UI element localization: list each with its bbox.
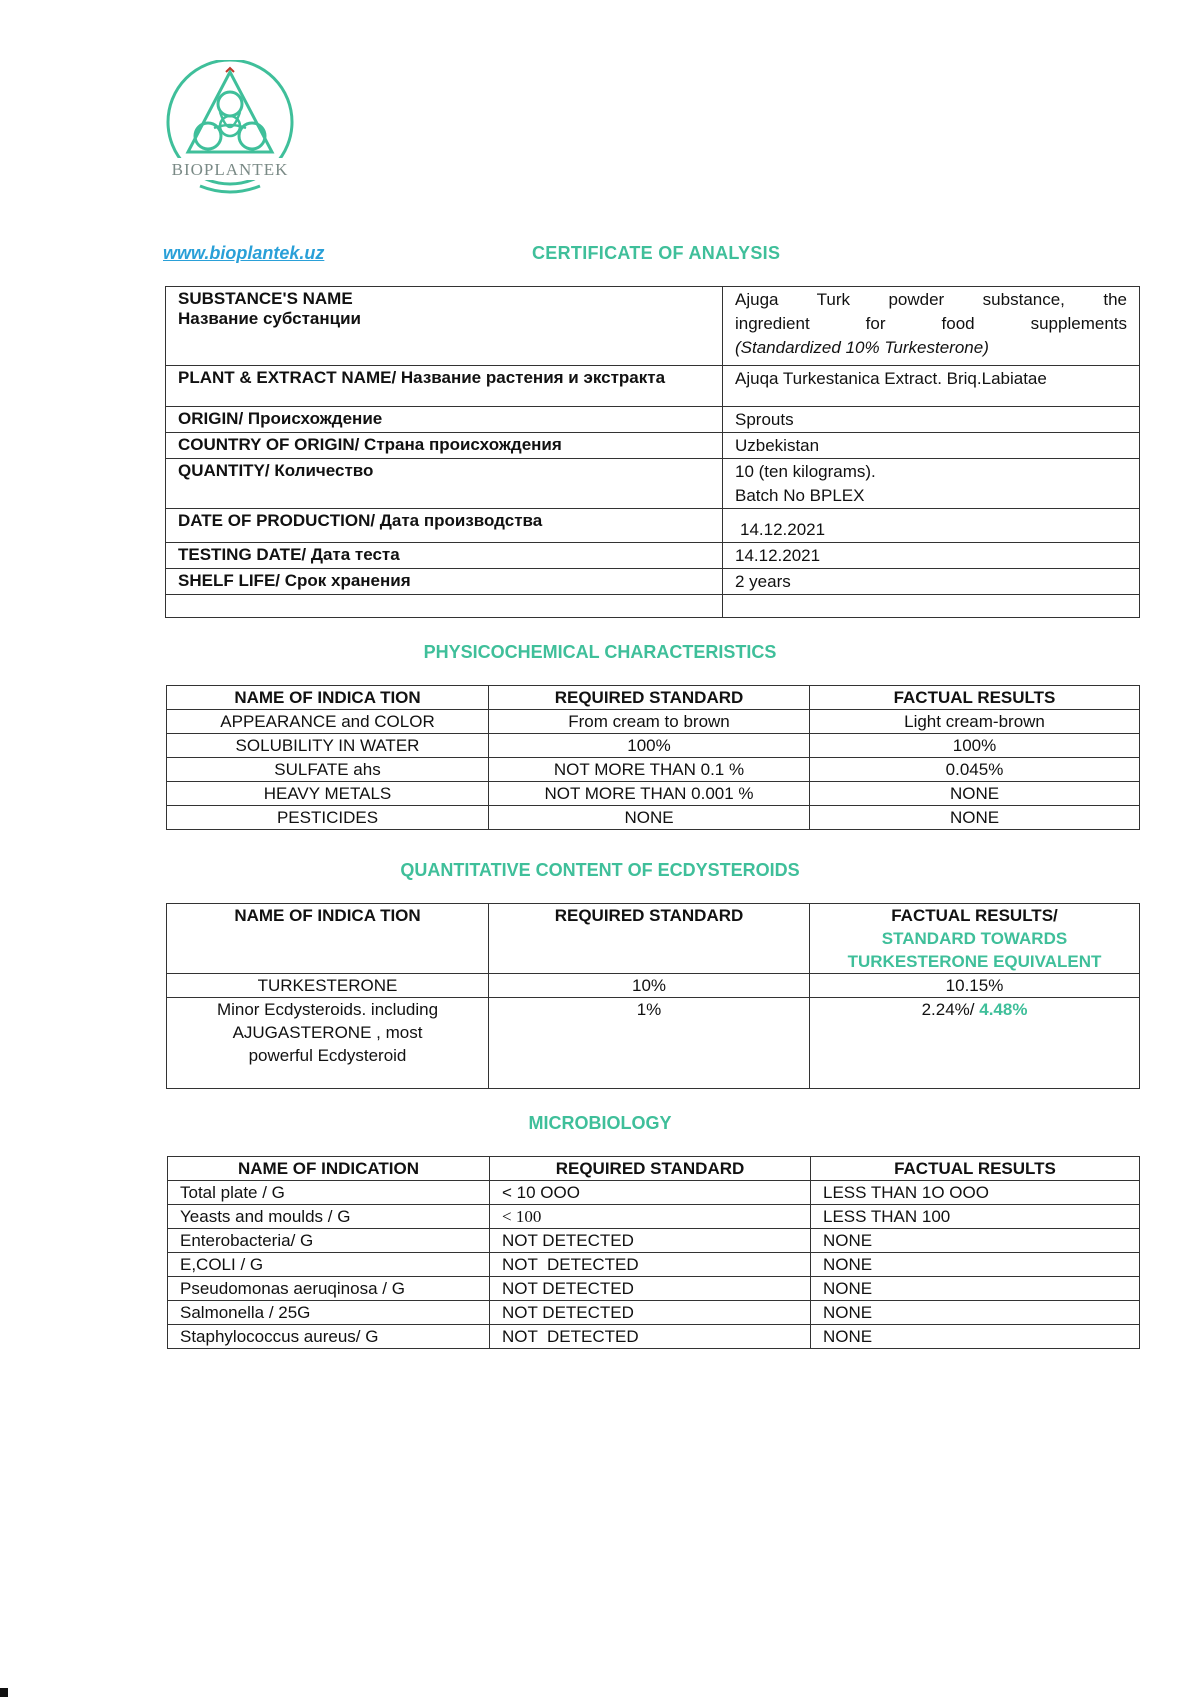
table-header-row: [168, 1157, 1140, 1181]
cell: E,COLI / G: [168, 1253, 490, 1277]
info-label-ru: Название субстанции: [178, 309, 362, 328]
info-label: [166, 287, 723, 366]
document-title: CERTIFICATE OF ANALYSIS: [532, 243, 781, 263]
column-header: NAME OF INDICATION: [168, 1157, 490, 1181]
table-row: [167, 998, 1140, 1089]
cell: HEAVY METALS: [167, 782, 489, 806]
table-row: [168, 1277, 1140, 1301]
celtic-triangle-logo-icon: [160, 60, 300, 200]
info-label: TESTING DATE/ Дата теста: [166, 543, 723, 569]
cell: NOT DETECTED: [490, 1229, 811, 1253]
cell: LESS THAN 100: [811, 1205, 1140, 1229]
info-value: [723, 287, 1140, 366]
table-row: [168, 1205, 1140, 1229]
cell: Light cream-brown: [810, 710, 1140, 734]
table-row: [166, 543, 1140, 569]
cell: 100%: [810, 734, 1140, 758]
table-row: [167, 974, 1140, 998]
indication-name-line: Minor Ecdysteroids. including: [216, 1000, 439, 1019]
table-row: [166, 595, 1140, 618]
cell: NOT DETECTED: [490, 1325, 811, 1349]
cell: Enterobacteria/ G: [168, 1229, 490, 1253]
production-date: 14.12.2021: [740, 520, 826, 539]
logo-wordmark: BIOPLANTEK: [171, 160, 289, 179]
table-row: [168, 1253, 1140, 1277]
indication-name-line: AJUGASTERONE , most: [232, 1023, 423, 1042]
column-header: REQUIRED STANDARD: [490, 1157, 811, 1181]
column-header: [810, 904, 1140, 974]
column-header: REQUIRED STANDARD: [489, 686, 810, 710]
cell: LESS THAN 1O OOO: [811, 1181, 1140, 1205]
physicochemical-table: [166, 685, 1140, 830]
section-title: MICROBIOLOGY: [528, 1113, 672, 1133]
substance-name-line: ingredient for food supplements: [735, 314, 1127, 333]
info-label: ORIGIN/ Происхождение: [166, 407, 723, 433]
info-label: SHELF LIFE/ Срок хранения: [166, 569, 723, 595]
info-value: [723, 509, 1140, 543]
cell: NOT DETECTED: [490, 1277, 811, 1301]
section-title: PHYSICOCHEMICAL CHARACTERISTICS: [423, 642, 777, 662]
table-row: [166, 433, 1140, 459]
cell: NOT MORE THAN 0.1 %: [489, 758, 810, 782]
cell: NONE: [811, 1229, 1140, 1253]
indication-name-line: powerful Ecdysteroid: [248, 1046, 407, 1065]
cell: [810, 998, 1140, 1089]
table-header-row: [167, 686, 1140, 710]
cell: NONE: [811, 1325, 1140, 1349]
cell: PESTICIDES: [167, 806, 489, 830]
cell: < 100: [490, 1205, 811, 1229]
cell: NONE: [810, 782, 1140, 806]
quantity-value: 10 (ten kilograms).: [735, 462, 876, 481]
cell: From cream to brown: [489, 710, 810, 734]
substance-standardization: (Standardized 10% Turkesterone): [735, 338, 989, 357]
info-label: COUNTRY OF ORIGIN/ Страна происхождения: [166, 433, 723, 459]
result-value: 2.24%/: [921, 1000, 975, 1019]
result-equivalent-value: 4.48%: [979, 1000, 1028, 1019]
ecdysteroids-table: [166, 903, 1140, 1089]
cell: 100%: [489, 734, 810, 758]
cell: NONE: [811, 1277, 1140, 1301]
table-header-row: [167, 904, 1140, 974]
cell: NOT DETECTED: [490, 1301, 811, 1325]
cell: NONE: [811, 1253, 1140, 1277]
info-value: Uzbekistan: [723, 433, 1140, 459]
empty-cell: [166, 595, 723, 618]
cell: APPEARANCE and COLOR: [167, 710, 489, 734]
table-row: [166, 366, 1140, 407]
column-header: FACTUAL RESULTS: [810, 686, 1140, 710]
section-title: QUANTITATIVE CONTENT OF ECDYSTEROIDS: [400, 860, 800, 880]
bioplantek-logo: [160, 60, 300, 200]
table-row: [166, 407, 1140, 433]
info-label-en: SUBSTANCE'S NAME: [178, 289, 353, 308]
table-row: [167, 758, 1140, 782]
cell: Yeasts and moulds / G: [168, 1205, 490, 1229]
cell: SULFATE ahs: [167, 758, 489, 782]
table-row: [167, 710, 1140, 734]
substance-name-line: Ajuga Turk powder substance, the: [735, 290, 1127, 309]
cell: TURKESTERONE: [167, 974, 489, 998]
cell: NOT MORE THAN 0.001 %: [489, 782, 810, 806]
info-label: DATE OF PRODUCTION/ Дата производства: [166, 509, 723, 543]
cell: 1%: [489, 998, 810, 1089]
standard-towards-header: STANDARD TOWARDS: [881, 929, 1068, 948]
info-value: Ajuqa Turkestanica Extract. Briq.Labiatae: [723, 366, 1140, 407]
column-header: NAME OF INDICA TION: [167, 904, 489, 974]
cell: NONE: [489, 806, 810, 830]
column-header: FACTUAL RESULTS: [811, 1157, 1140, 1181]
table-row: [167, 734, 1140, 758]
cell: Pseudomonas aeruqinosa / G: [168, 1277, 490, 1301]
cell: Staphylococcus aureus/ G: [168, 1325, 490, 1349]
column-header: NAME OF INDICA TION: [167, 686, 489, 710]
website-link[interactable]: www.bioplantek.uz: [163, 243, 325, 263]
table-row: [166, 569, 1140, 595]
table-row: [166, 459, 1140, 509]
cell: 0.045%: [810, 758, 1140, 782]
table-row: [168, 1229, 1140, 1253]
cell: NONE: [811, 1301, 1140, 1325]
cell: 10.15%: [810, 974, 1140, 998]
microbiology-table: [167, 1156, 1140, 1349]
info-value: [723, 459, 1140, 509]
column-header: REQUIRED STANDARD: [489, 904, 810, 974]
turkesterone-equivalent-header: TURKESTERONE EQUIVALENT: [847, 952, 1102, 971]
cell: Total plate / G: [168, 1181, 490, 1205]
cell: SOLUBILITY IN WATER: [167, 734, 489, 758]
table-row: [168, 1325, 1140, 1349]
info-value: Sprouts: [723, 407, 1140, 433]
batch-number: Batch No BPLEX: [735, 486, 865, 505]
cell: NOT DETECTED: [490, 1253, 811, 1277]
product-info-table: [165, 286, 1140, 618]
table-row: [168, 1301, 1140, 1325]
cell: [167, 998, 489, 1089]
empty-cell: [723, 595, 1140, 618]
factual-results-header: FACTUAL RESULTS/: [891, 906, 1058, 925]
cell: < 10 OOO: [490, 1181, 811, 1205]
info-value: 14.12.2021: [723, 543, 1140, 569]
cell: Salmonella / 25G: [168, 1301, 490, 1325]
cell: NONE: [810, 806, 1140, 830]
scan-corner-mark: [0, 1688, 8, 1697]
table-row: [168, 1181, 1140, 1205]
table-row: [167, 782, 1140, 806]
info-label: QUANTITY/ Количество: [166, 459, 723, 509]
table-row: [166, 287, 1140, 366]
info-value: 2 years: [723, 569, 1140, 595]
info-label: PLANT & EXTRACT NAME/ Название растения и экстракта: [166, 366, 723, 407]
table-row: [166, 509, 1140, 543]
cell: 10%: [489, 974, 810, 998]
table-row: [167, 806, 1140, 830]
